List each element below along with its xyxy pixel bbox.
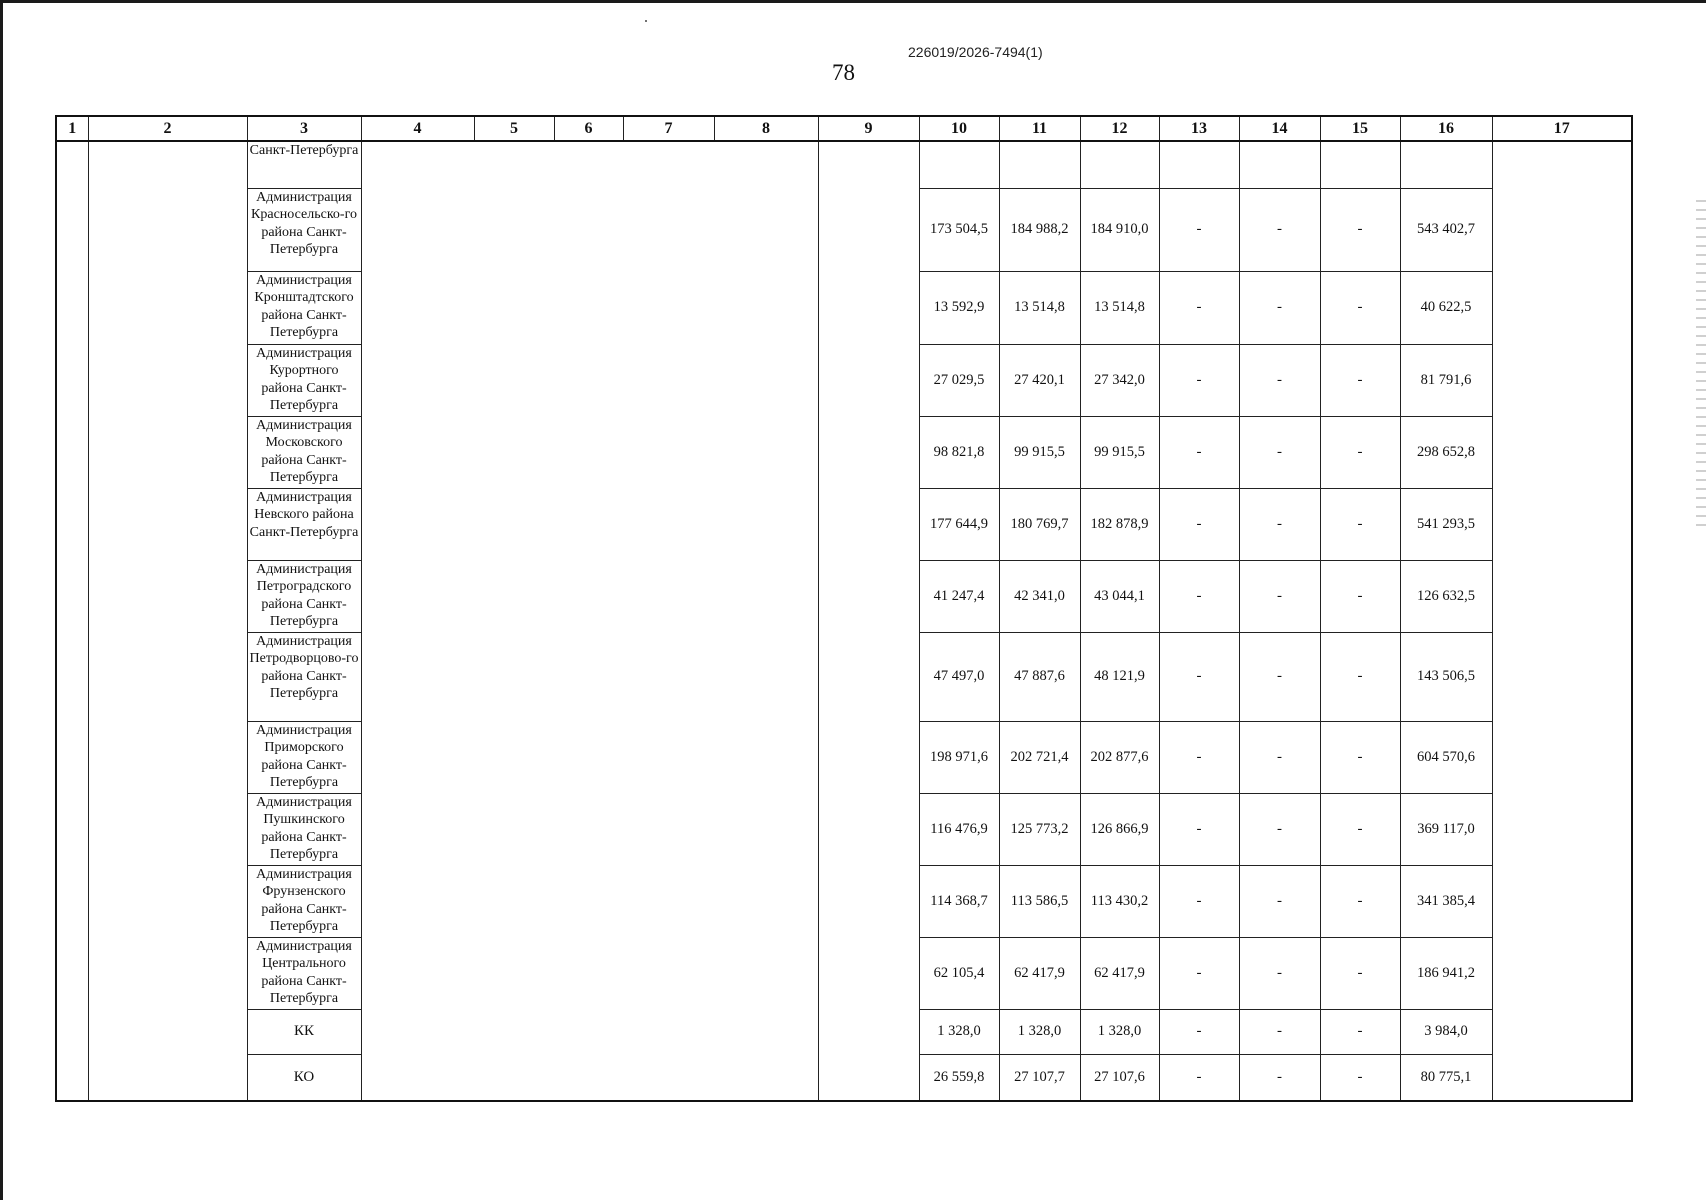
column-header-11: 11 xyxy=(999,116,1080,141)
cell-value-col12: 13 514,8 xyxy=(1080,271,1159,344)
table-row xyxy=(56,141,1632,188)
cell-dash: - xyxy=(1320,865,1400,937)
column-header-9: 9 xyxy=(818,116,919,141)
cell-value-col10: 62 105,4 xyxy=(919,937,999,1009)
column-header-7: 7 xyxy=(623,116,714,141)
cell-value-col12: 1 328,0 xyxy=(1080,1009,1159,1054)
cell-empty-col14 xyxy=(1239,141,1320,188)
scan-frame-top xyxy=(0,0,1706,3)
cell-value-col11: 184 988,2 xyxy=(999,188,1080,271)
cell-value-col11: 99 915,5 xyxy=(999,416,1080,488)
cell-empty-col10 xyxy=(919,141,999,188)
cell-organization: КО xyxy=(247,1054,361,1101)
cell-value-col11: 62 417,9 xyxy=(999,937,1080,1009)
cell-dash: - xyxy=(1239,937,1320,1009)
cell-value-col10: 13 592,9 xyxy=(919,271,999,344)
cell-dash: - xyxy=(1159,793,1239,865)
document-registration-number: 226019/2026-7494(1) xyxy=(908,44,1043,60)
cell-organization: Администрация Петроградского района Санкт-Петербурга xyxy=(247,560,361,632)
cell-value-col12: 48 121,9 xyxy=(1080,632,1159,721)
cell-organization: Администрация Петродворцово-го района Санкт-Петербурга xyxy=(247,632,361,721)
column-header-1: 1 xyxy=(56,116,88,141)
cell-value-col11: 47 887,6 xyxy=(999,632,1080,721)
cell-organization: Санкт-Петербурга xyxy=(247,141,361,188)
cell-dash: - xyxy=(1239,344,1320,416)
cell-dash: - xyxy=(1320,560,1400,632)
scan-frame-left xyxy=(0,0,3,1200)
cell-dash: - xyxy=(1159,188,1239,271)
cell-value-col16: 369 117,0 xyxy=(1400,793,1492,865)
cell-value-col10: 173 504,5 xyxy=(919,188,999,271)
column-header-16: 16 xyxy=(1400,116,1492,141)
scan-dot xyxy=(645,20,647,22)
cell-value-col10: 114 368,7 xyxy=(919,865,999,937)
column-header-12: 12 xyxy=(1080,116,1159,141)
cell-organization: Администрация Курортного района Санкт-Петербурга xyxy=(247,344,361,416)
budget-table xyxy=(55,115,1633,1102)
cell-value-col16: 298 652,8 xyxy=(1400,416,1492,488)
cell-dash: - xyxy=(1320,271,1400,344)
column-header-5: 5 xyxy=(474,116,554,141)
column-header-3: 3 xyxy=(247,116,361,141)
cell-dash: - xyxy=(1159,560,1239,632)
cell-value-col16: 40 622,5 xyxy=(1400,271,1492,344)
cell-dash: - xyxy=(1239,721,1320,793)
cell-cols4-8-span xyxy=(361,141,818,1101)
column-header-13: 13 xyxy=(1159,116,1239,141)
cell-value-col16: 541 293,5 xyxy=(1400,488,1492,560)
cell-empty-col15 xyxy=(1320,141,1400,188)
cell-organization: Администрация Кронштадтского района Санкт-Петербурга xyxy=(247,271,361,344)
cell-dash: - xyxy=(1320,416,1400,488)
cell-dash: - xyxy=(1320,793,1400,865)
cell-empty-col11 xyxy=(999,141,1080,188)
cell-dash: - xyxy=(1320,937,1400,1009)
column-header-15: 15 xyxy=(1320,116,1400,141)
cell-empty-col16 xyxy=(1400,141,1492,188)
cell-dash: - xyxy=(1159,865,1239,937)
cell-dash: - xyxy=(1159,937,1239,1009)
cell-value-col16: 604 570,6 xyxy=(1400,721,1492,793)
cell-dash: - xyxy=(1239,1054,1320,1101)
cell-dash: - xyxy=(1320,632,1400,721)
cell-value-col10: 116 476,9 xyxy=(919,793,999,865)
cell-organization: Администрация Пушкинского района Санкт-Петербурга xyxy=(247,793,361,865)
cell-value-col10: 27 029,5 xyxy=(919,344,999,416)
cell-value-col12: 182 878,9 xyxy=(1080,488,1159,560)
cell-value-col12: 99 915,5 xyxy=(1080,416,1159,488)
cell-value-col12: 126 866,9 xyxy=(1080,793,1159,865)
cell-dash: - xyxy=(1239,865,1320,937)
cell-empty-col12 xyxy=(1080,141,1159,188)
cell-value-col11: 125 773,2 xyxy=(999,793,1080,865)
cell-col17-span xyxy=(1492,141,1632,1101)
cell-value-col16: 186 941,2 xyxy=(1400,937,1492,1009)
cell-value-col11: 27 107,7 xyxy=(999,1054,1080,1101)
cell-dash: - xyxy=(1239,632,1320,721)
cell-organization: Администрация Фрунзенского района Санкт-Петербурга xyxy=(247,865,361,937)
cell-dash: - xyxy=(1239,271,1320,344)
cell-dash: - xyxy=(1239,1009,1320,1054)
cell-organization: Администрация Невского района Санкт-Петербурга xyxy=(247,488,361,560)
cell-col2-span xyxy=(88,141,247,1101)
cell-dash: - xyxy=(1159,488,1239,560)
cell-value-col10: 26 559,8 xyxy=(919,1054,999,1101)
scan-edge-marks xyxy=(1696,200,1706,530)
cell-value-col12: 113 430,2 xyxy=(1080,865,1159,937)
cell-organization: Администрация Московского района Санкт-Петербурга xyxy=(247,416,361,488)
page-number: 78 xyxy=(832,60,855,85)
cell-value-col16: 80 775,1 xyxy=(1400,1054,1492,1101)
cell-col1-span xyxy=(56,141,88,1101)
column-header-10: 10 xyxy=(919,116,999,141)
column-header-4: 4 xyxy=(361,116,474,141)
cell-value-col10: 177 644,9 xyxy=(919,488,999,560)
column-header-8: 8 xyxy=(714,116,818,141)
cell-dash: - xyxy=(1320,721,1400,793)
cell-empty-col13 xyxy=(1159,141,1239,188)
cell-dash: - xyxy=(1159,632,1239,721)
cell-value-col12: 27 107,6 xyxy=(1080,1054,1159,1101)
cell-value-col10: 41 247,4 xyxy=(919,560,999,632)
cell-value-col11: 27 420,1 xyxy=(999,344,1080,416)
cell-value-col16: 3 984,0 xyxy=(1400,1009,1492,1054)
cell-value-col16: 143 506,5 xyxy=(1400,632,1492,721)
cell-organization: Администрация Центрального района Санкт-Петербурга xyxy=(247,937,361,1009)
cell-dash: - xyxy=(1159,271,1239,344)
cell-dash: - xyxy=(1159,344,1239,416)
cell-value-col10: 1 328,0 xyxy=(919,1009,999,1054)
cell-organization: Администрация Приморского района Санкт-Петербурга xyxy=(247,721,361,793)
cell-value-col16: 543 402,7 xyxy=(1400,188,1492,271)
cell-value-col10: 198 971,6 xyxy=(919,721,999,793)
column-header-17: 17 xyxy=(1492,116,1632,141)
cell-value-col11: 202 721,4 xyxy=(999,721,1080,793)
cell-dash: - xyxy=(1320,188,1400,271)
table-body xyxy=(56,141,1632,1101)
cell-dash: - xyxy=(1239,560,1320,632)
cell-dash: - xyxy=(1159,1009,1239,1054)
cell-col9-span xyxy=(818,141,919,1101)
cell-value-col10: 47 497,0 xyxy=(919,632,999,721)
cell-value-col10: 98 821,8 xyxy=(919,416,999,488)
cell-value-col11: 1 328,0 xyxy=(999,1009,1080,1054)
cell-dash: - xyxy=(1320,488,1400,560)
cell-dash: - xyxy=(1320,1054,1400,1101)
cell-value-col11: 113 586,5 xyxy=(999,865,1080,937)
header-row xyxy=(56,116,1632,141)
cell-dash: - xyxy=(1159,416,1239,488)
cell-value-col11: 180 769,7 xyxy=(999,488,1080,560)
cell-dash: - xyxy=(1320,344,1400,416)
cell-value-col12: 43 044,1 xyxy=(1080,560,1159,632)
cell-value-col12: 184 910,0 xyxy=(1080,188,1159,271)
cell-value-col12: 202 877,6 xyxy=(1080,721,1159,793)
cell-value-col11: 42 341,0 xyxy=(999,560,1080,632)
cell-dash: - xyxy=(1239,416,1320,488)
cell-dash: - xyxy=(1159,1054,1239,1101)
cell-value-col11: 13 514,8 xyxy=(999,271,1080,344)
cell-value-col16: 126 632,5 xyxy=(1400,560,1492,632)
column-header-6: 6 xyxy=(554,116,623,141)
cell-organization: Администрация Красносельско-го района Санкт-Петербурга xyxy=(247,188,361,271)
cell-value-col16: 341 385,4 xyxy=(1400,865,1492,937)
column-header-2: 2 xyxy=(88,116,247,141)
cell-organization: КК xyxy=(247,1009,361,1054)
cell-dash: - xyxy=(1159,721,1239,793)
column-header-14: 14 xyxy=(1239,116,1320,141)
cell-value-col12: 62 417,9 xyxy=(1080,937,1159,1009)
cell-dash: - xyxy=(1239,793,1320,865)
cell-dash: - xyxy=(1239,488,1320,560)
cell-dash: - xyxy=(1320,1009,1400,1054)
cell-value-col16: 81 791,6 xyxy=(1400,344,1492,416)
cell-value-col12: 27 342,0 xyxy=(1080,344,1159,416)
cell-dash: - xyxy=(1239,188,1320,271)
